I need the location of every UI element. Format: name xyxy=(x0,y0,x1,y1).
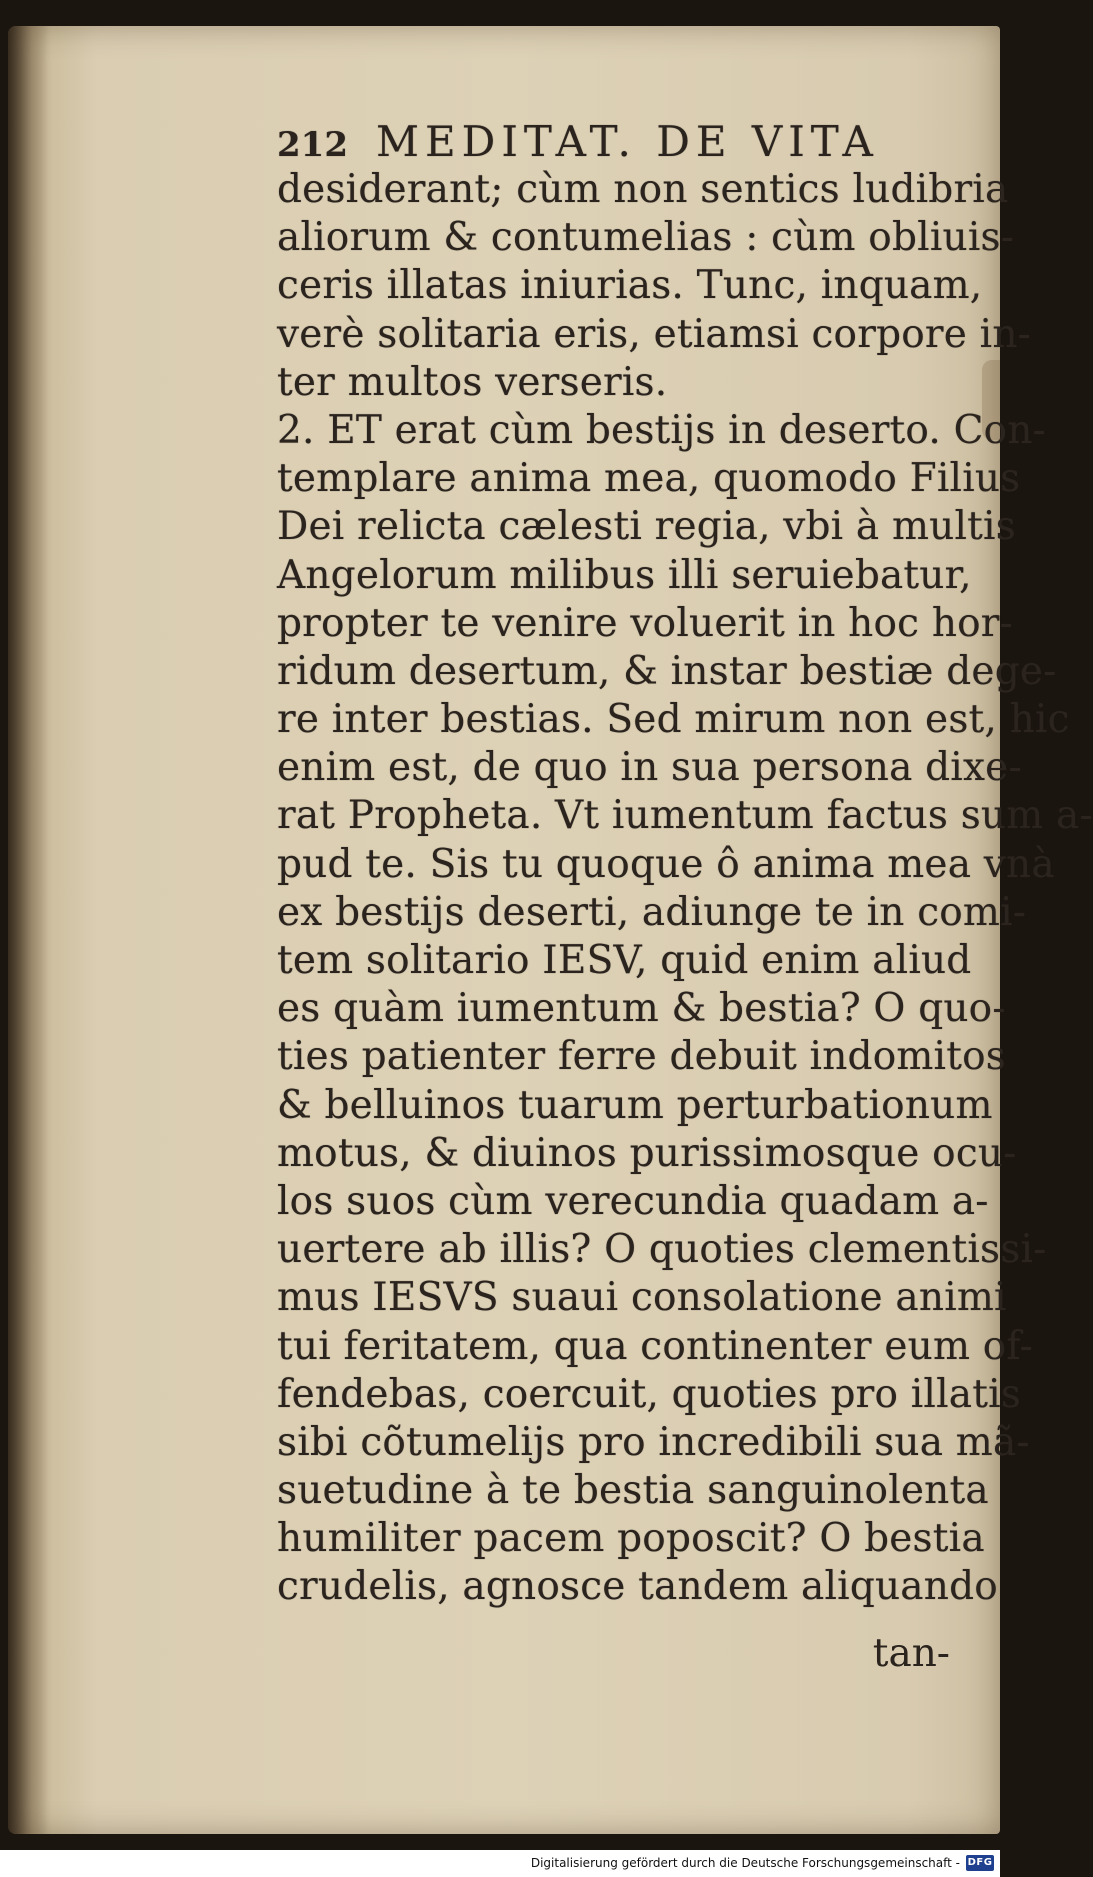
text-line: ceris illatas iniurias. Tunc, inquam, xyxy=(277,263,983,309)
text-line: aliorum & contumelias : cùm obliuis- xyxy=(277,215,1015,261)
text-line: enim est, de quo in sua persona dixe- xyxy=(277,745,1022,791)
running-head xyxy=(277,118,962,166)
text-line: re inter bestias. Sed mirum non est, hic xyxy=(277,697,1070,743)
text-line: verè solitaria eris, etiamsi corpore in- xyxy=(277,311,1032,357)
text-line: motus, & diuinos purissimosque ocu- xyxy=(277,1130,1017,1176)
text-line: crudelis, agnosce tandem aliquando xyxy=(277,1564,998,1610)
text-line: ridum desertum, & instar bestiæ dege- xyxy=(277,648,1057,694)
text-line: desiderant; cùm non sentics ludibria xyxy=(277,167,1009,212)
text-line: mus IESVS suaui consolatione animi xyxy=(277,1275,1007,1321)
text-line: propter te venire voluerit in hoc hor- xyxy=(277,600,1014,646)
text-line: fendebas, coercuit, quoties pro illatis xyxy=(277,1371,1021,1417)
text-line: Dei relicta cælesti regia, vbi à multis xyxy=(277,504,1016,550)
text-line: uertere ab illis? O quoties clementissi- xyxy=(277,1227,1047,1273)
text-line: ex bestijs deserti, adiunge te in comi- xyxy=(277,889,1027,935)
text-line: 2. ET erat cùm bestijs in deserto. Con- xyxy=(277,407,1047,453)
text-line: sibi cõtumelijs pro incredibili sua mã- xyxy=(277,1419,1030,1465)
digitization-credit: Digitalisierung gefördert durch die Deutsche Forschungsgemeinschaft - xyxy=(530,1856,960,1870)
text-line: rat Propheta. Vt iumentum factus sum a- xyxy=(277,793,1093,839)
text-line: humiliter pacem poposcit? O bestia xyxy=(277,1516,985,1562)
text-line: suetudine à te bestia sanguinolenta xyxy=(277,1468,989,1514)
text-line: es quàm iumentum & bestia? O quo- xyxy=(277,986,1006,1032)
page-number: 212 xyxy=(277,125,348,165)
text-line: pud te. Sis tu quoque ô anima mea vnà xyxy=(277,841,1055,887)
running-head-title: MEDITAT. DE VITA xyxy=(375,117,879,166)
catchword: tan- xyxy=(872,1631,950,1676)
text-line: los suos cùm verecundia quadam a- xyxy=(277,1178,989,1224)
text-line: ties patienter ferre debuit indomitos xyxy=(277,1034,1006,1080)
text-line: tui feritatem, qua continenter eum of- xyxy=(277,1323,1034,1369)
text-line: tem solitario IESV, quid enim aliud xyxy=(277,938,972,983)
text-line: ter multos verseris. xyxy=(277,359,668,405)
page-gutter-shadow xyxy=(8,26,48,1834)
dfg-logo: DFG xyxy=(966,1855,994,1871)
text-line: Angelorum milibus illi seruiebatur, xyxy=(277,552,972,598)
text-block xyxy=(277,117,1093,1612)
text-line: templare anima mea, quomodo Filius xyxy=(277,456,1021,502)
text-line: & belluinos tuarum perturbationum xyxy=(277,1082,993,1128)
